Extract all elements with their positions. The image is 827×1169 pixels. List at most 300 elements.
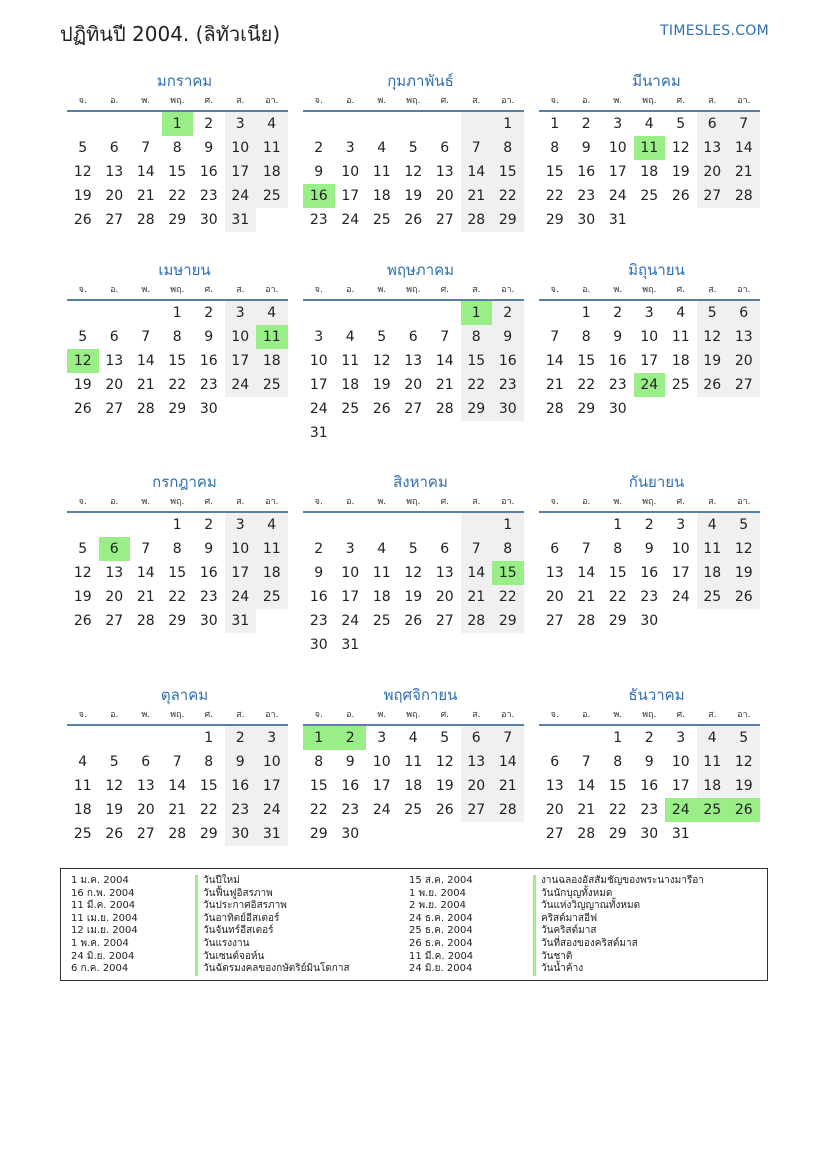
day-cell: 18 (697, 774, 729, 798)
day-cell: 14 (461, 561, 493, 585)
day-cell: 24 (225, 585, 257, 609)
weekday-header (539, 708, 760, 726)
day-cell: 27 (404, 401, 423, 417)
weekday-label: ศ. (440, 497, 450, 507)
day-cell: 6 (550, 754, 560, 770)
weekday-label: อ. (346, 285, 355, 295)
day-cell: 17 (341, 188, 360, 204)
weekday-label: จ. (550, 285, 559, 295)
day-cell: 7 (581, 541, 591, 557)
day-cell: 8 (172, 329, 182, 345)
day-cell: 20 (545, 589, 564, 605)
day-cell: 23 (640, 589, 659, 605)
day-cell: 26 (105, 826, 124, 842)
weekday-label: พ. (377, 710, 387, 720)
empty-cell (665, 397, 697, 421)
weekday-label: พฤ. (642, 497, 657, 507)
empty-cell (429, 633, 461, 657)
day-cell: 27 (435, 613, 454, 629)
weekday-label: ส. (472, 285, 481, 295)
day-cell: 29 (545, 212, 564, 228)
day-cell: 26 (671, 188, 690, 204)
weekday-label: พฤ. (642, 285, 657, 295)
weekday-header (67, 495, 288, 513)
weekday-header (539, 495, 760, 513)
day-cell: 9 (204, 329, 214, 345)
weekday-label: จ. (550, 96, 559, 106)
weekday-label: อา. (501, 497, 515, 507)
weekday-header (539, 283, 760, 301)
day-cell: 10 (372, 754, 391, 770)
day-cell: 8 (461, 325, 493, 349)
day-cell: 31 (341, 637, 360, 653)
day-cell: 9 (644, 754, 654, 770)
day-cell: 12 (435, 754, 454, 770)
day-cell: 4 (697, 513, 729, 537)
weekday-label: อา. (737, 497, 751, 507)
day-cell: 29 (461, 397, 493, 421)
holiday-name: วันฉัตรมงคลของกษัตริย์มินโดกาส (195, 963, 350, 976)
day-cell: 26 (728, 585, 760, 609)
day-cell: 5 (728, 726, 760, 750)
empty-cell (429, 822, 461, 846)
day-cell: 7 (550, 329, 560, 345)
day-cell: 24 (634, 373, 666, 397)
empty-cell (492, 421, 524, 445)
day-cell: 21 (461, 585, 493, 609)
day-cell: 7 (141, 541, 151, 557)
weekday-label: พฤ. (406, 285, 421, 295)
day-cell: 25 (671, 377, 690, 393)
weekday-label: พ. (613, 285, 623, 295)
day-cell: 11 (73, 778, 92, 794)
day-cell: 5 (676, 116, 686, 132)
empty-cell (99, 112, 131, 136)
holiday-date: 15 ส.ค. 2004 (409, 875, 473, 886)
empty-cell (461, 112, 493, 136)
day-cell: 24 (309, 401, 328, 417)
day-cell: 17 (640, 353, 659, 369)
day-cell: 6 (99, 537, 131, 561)
day-grid (539, 112, 760, 232)
empty-cell (492, 633, 524, 657)
weekday-label: ส. (236, 285, 245, 295)
day-cell: 15 (608, 565, 627, 581)
empty-cell (571, 726, 603, 750)
day-cell: 16 (225, 774, 257, 798)
empty-cell (728, 609, 760, 633)
day-cell: 16 (199, 353, 218, 369)
day-cell: 13 (136, 778, 155, 794)
day-cell: 18 (256, 160, 288, 184)
day-cell: 7 (461, 136, 493, 160)
empty-cell (697, 609, 729, 633)
day-cell: 24 (341, 212, 360, 228)
day-cell: 13 (404, 353, 423, 369)
day-cell: 9 (204, 541, 214, 557)
day-cell: 9 (225, 750, 257, 774)
holiday-date: 1 ม.ค. 2004 (71, 875, 129, 886)
day-cell: 6 (408, 329, 418, 345)
holiday-name: วันจันทร์อีสเตอร์ (195, 925, 274, 938)
empty-cell (67, 513, 99, 537)
empty-cell (366, 822, 398, 846)
weekday-label: ศ. (676, 497, 686, 507)
day-cell: 25 (372, 613, 391, 629)
weekday-header (303, 283, 524, 301)
day-cell: 8 (550, 140, 560, 156)
day-cell: 24 (671, 589, 690, 605)
weekday-label: ส. (472, 96, 481, 106)
empty-cell (130, 301, 162, 325)
holiday-name: วันปีใหม่ (195, 875, 240, 888)
day-cell: 3 (613, 116, 623, 132)
empty-cell (99, 726, 131, 750)
weekday-header (303, 94, 524, 112)
day-cell: 7 (141, 140, 151, 156)
day-cell: 27 (545, 613, 564, 629)
day-cell: 11 (256, 325, 288, 349)
weekday-label: อา. (737, 285, 751, 295)
day-cell: 1 (172, 305, 182, 321)
weekday-label: พ. (613, 710, 623, 720)
day-cell: 21 (545, 377, 564, 393)
day-cell: 17 (671, 778, 690, 794)
day-cell: 22 (492, 585, 524, 609)
day-cell: 9 (644, 541, 654, 557)
month-block (67, 70, 288, 232)
day-cell: 13 (105, 565, 124, 581)
empty-cell (162, 726, 194, 750)
day-cell: 24 (341, 613, 360, 629)
day-cell: 30 (341, 826, 360, 842)
day-cell: 15 (577, 353, 596, 369)
day-cell: 20 (461, 774, 493, 798)
weekday-label: อา. (265, 710, 279, 720)
day-cell: 28 (577, 826, 596, 842)
day-cell: 2 (314, 140, 324, 156)
month-block (303, 70, 524, 232)
weekday-label: ส. (236, 710, 245, 720)
day-cell: 23 (225, 798, 257, 822)
empty-cell (130, 513, 162, 537)
weekday-label: พ. (141, 710, 151, 720)
day-cell: 27 (105, 613, 124, 629)
day-cell: 3 (314, 329, 324, 345)
weekday-label: พฤ. (642, 96, 657, 106)
day-cell: 17 (671, 565, 690, 581)
day-cell: 2 (613, 305, 623, 321)
month-block (303, 684, 524, 846)
weekday-label: อ. (110, 96, 119, 106)
day-cell: 21 (435, 377, 454, 393)
day-cell: 10 (225, 325, 257, 349)
weekday-label: พฤ. (406, 497, 421, 507)
weekday-label: ส. (708, 96, 717, 106)
empty-cell (571, 513, 603, 537)
weekday-label: อ. (582, 497, 591, 507)
day-cell: 10 (256, 750, 288, 774)
empty-cell (398, 421, 430, 445)
day-cell: 4 (644, 116, 654, 132)
day-cell: 3 (225, 513, 257, 537)
day-cell: 22 (309, 802, 328, 818)
day-cell: 12 (697, 325, 729, 349)
day-cell: 25 (256, 373, 288, 397)
day-cell: 4 (377, 541, 387, 557)
empty-cell (303, 513, 335, 537)
day-cell: 2 (204, 305, 214, 321)
day-cell: 15 (545, 164, 564, 180)
day-grid (67, 513, 288, 633)
day-cell: 21 (168, 802, 187, 818)
empty-cell (335, 301, 367, 325)
day-cell: 26 (73, 613, 92, 629)
day-cell: 28 (168, 826, 187, 842)
empty-cell (728, 397, 760, 421)
empty-cell (634, 397, 666, 421)
holiday-date: 11 มี.ค. 2004 (71, 900, 136, 912)
day-cell: 1 (303, 726, 335, 750)
day-cell: 8 (314, 754, 324, 770)
day-cell: 2 (225, 726, 257, 750)
empty-cell (461, 421, 493, 445)
day-cell: 10 (309, 353, 328, 369)
month-block (67, 471, 288, 633)
day-cell: 18 (372, 589, 391, 605)
day-cell: 4 (345, 329, 355, 345)
day-cell: 19 (73, 589, 92, 605)
day-cell: 28 (461, 609, 493, 633)
weekday-label: จ. (314, 285, 323, 295)
empty-cell (335, 421, 367, 445)
weekday-label: พฤ. (170, 96, 185, 106)
day-cell: 2 (335, 726, 367, 750)
day-cell: 25 (341, 401, 360, 417)
month-block (539, 471, 760, 633)
day-cell: 19 (404, 589, 423, 605)
weekday-label: อา. (265, 285, 279, 295)
weekday-label: อ. (110, 285, 119, 295)
day-cell: 31 (225, 609, 257, 633)
empty-cell (398, 301, 430, 325)
day-cell: 1 (172, 517, 182, 533)
day-cell: 1 (492, 513, 524, 537)
empty-cell (99, 301, 131, 325)
holiday-date: 1 พ.ค. 2004 (71, 937, 129, 949)
day-cell: 8 (172, 140, 182, 156)
day-cell: 2 (204, 116, 214, 132)
day-cell: 29 (168, 212, 187, 228)
day-cell: 24 (256, 798, 288, 822)
day-cell: 16 (199, 164, 218, 180)
weekday-label: ส. (236, 96, 245, 106)
day-cell: 19 (728, 561, 760, 585)
day-cell: 10 (671, 754, 690, 770)
day-cell: 6 (440, 140, 450, 156)
day-cell: 30 (199, 212, 218, 228)
day-cell: 9 (314, 565, 324, 581)
day-cell: 30 (309, 637, 328, 653)
empty-cell (634, 208, 666, 232)
day-cell: 14 (728, 136, 760, 160)
day-cell: 30 (640, 613, 659, 629)
day-cell: 7 (172, 754, 182, 770)
holiday-list (60, 868, 768, 981)
day-cell: 19 (404, 188, 423, 204)
weekday-label: ส. (472, 710, 481, 720)
empty-cell (429, 513, 461, 537)
day-cell: 9 (492, 325, 524, 349)
empty-cell (67, 301, 99, 325)
day-cell: 30 (608, 401, 627, 417)
day-cell: 1 (461, 301, 493, 325)
day-cell: 17 (225, 561, 257, 585)
month-block (303, 259, 524, 445)
day-grid (67, 112, 288, 232)
day-cell: 19 (73, 188, 92, 204)
day-cell: 12 (671, 140, 690, 156)
day-cell: 26 (435, 802, 454, 818)
day-cell: 26 (73, 401, 92, 417)
day-cell: 4 (256, 301, 288, 325)
day-cell: 29 (492, 208, 524, 232)
day-cell: 13 (697, 136, 729, 160)
day-cell: 26 (372, 401, 391, 417)
day-cell: 3 (644, 305, 654, 321)
weekday-label: จ. (550, 710, 559, 720)
day-cell: 20 (545, 802, 564, 818)
day-cell: 22 (608, 802, 627, 818)
day-cell: 11 (256, 136, 288, 160)
day-cell: 15 (168, 353, 187, 369)
day-cell: 6 (728, 301, 760, 325)
holiday-date: 24 ธ.ค. 2004 (409, 912, 473, 924)
weekday-label: ศ. (440, 710, 450, 720)
page-title: ปฏิทินปี 2004. (ลิทัวเนีย) (60, 22, 281, 46)
day-cell: 5 (78, 329, 88, 345)
day-cell: 13 (105, 353, 124, 369)
day-cell: 22 (168, 377, 187, 393)
day-cell: 21 (492, 774, 524, 798)
day-cell: 23 (640, 802, 659, 818)
holiday-date: 24 มิ.ย. 2004 (71, 950, 135, 962)
day-cell: 21 (461, 184, 493, 208)
day-cell: 25 (404, 802, 423, 818)
day-cell: 29 (168, 613, 187, 629)
day-cell: 4 (676, 305, 686, 321)
empty-cell (225, 397, 257, 421)
day-cell: 23 (199, 377, 218, 393)
month-name: กันยายน (628, 473, 685, 491)
day-cell: 20 (105, 377, 124, 393)
empty-cell (303, 112, 335, 136)
day-cell: 29 (577, 401, 596, 417)
empty-cell (256, 609, 288, 633)
holiday-name: วันแห่งวิญญาณทั้งหมด (533, 900, 640, 913)
empty-cell (130, 726, 162, 750)
day-cell: 21 (577, 589, 596, 605)
day-cell: 29 (168, 401, 187, 417)
day-cell: 13 (545, 565, 564, 581)
day-cell: 3 (345, 140, 355, 156)
empty-cell (130, 112, 162, 136)
day-cell: 15 (309, 778, 328, 794)
day-grid (303, 112, 524, 232)
day-cell: 27 (435, 212, 454, 228)
day-cell: 13 (461, 750, 493, 774)
day-grid (67, 726, 288, 846)
day-cell: 24 (225, 373, 257, 397)
day-cell: 11 (697, 537, 729, 561)
site-link[interactable]: TIMESLES.COM (660, 23, 769, 39)
day-cell: 30 (199, 613, 218, 629)
day-cell: 11 (671, 329, 690, 345)
day-cell: 25 (256, 585, 288, 609)
day-cell: 12 (404, 565, 423, 581)
weekday-label: อ. (346, 497, 355, 507)
day-cell: 11 (697, 750, 729, 774)
day-cell: 18 (697, 561, 729, 585)
day-cell: 22 (608, 589, 627, 605)
day-cell: 6 (109, 140, 119, 156)
day-cell: 26 (728, 798, 760, 822)
day-grid (303, 726, 524, 846)
day-cell: 15 (492, 160, 524, 184)
day-cell: 25 (372, 212, 391, 228)
day-cell: 28 (492, 798, 524, 822)
day-cell: 13 (435, 164, 454, 180)
day-cell: 16 (608, 353, 627, 369)
day-cell: 18 (640, 164, 659, 180)
weekday-label: อ. (582, 285, 591, 295)
day-cell: 31 (608, 212, 627, 228)
weekday-label: อา. (501, 285, 515, 295)
day-cell: 7 (461, 537, 493, 561)
day-cell: 3 (676, 517, 686, 533)
day-cell: 29 (608, 613, 627, 629)
day-cell: 19 (728, 774, 760, 798)
day-cell: 10 (671, 541, 690, 557)
weekday-label: ศ. (204, 96, 214, 106)
day-cell: 18 (671, 353, 690, 369)
day-cell: 8 (492, 537, 524, 561)
day-cell: 3 (377, 730, 387, 746)
day-cell: 28 (136, 212, 155, 228)
day-cell: 3 (256, 726, 288, 750)
day-cell: 15 (492, 561, 524, 585)
day-cell: 23 (492, 373, 524, 397)
day-cell: 18 (256, 561, 288, 585)
weekday-label: อ. (346, 96, 355, 106)
day-cell: 27 (728, 373, 760, 397)
month-name: มกราคม (156, 72, 213, 90)
day-cell: 14 (461, 160, 493, 184)
day-cell: 12 (728, 537, 760, 561)
holiday-date: 25 ธ.ค. 2004 (409, 925, 473, 937)
day-cell: 28 (136, 401, 155, 417)
day-cell: 16 (309, 589, 328, 605)
day-cell: 23 (577, 188, 596, 204)
day-cell: 8 (172, 541, 182, 557)
weekday-header (303, 708, 524, 726)
day-grid (67, 301, 288, 421)
empty-cell (728, 208, 760, 232)
empty-cell (366, 421, 398, 445)
day-cell: 31 (256, 822, 288, 846)
weekday-label: อา. (265, 96, 279, 106)
day-cell: 17 (608, 164, 627, 180)
